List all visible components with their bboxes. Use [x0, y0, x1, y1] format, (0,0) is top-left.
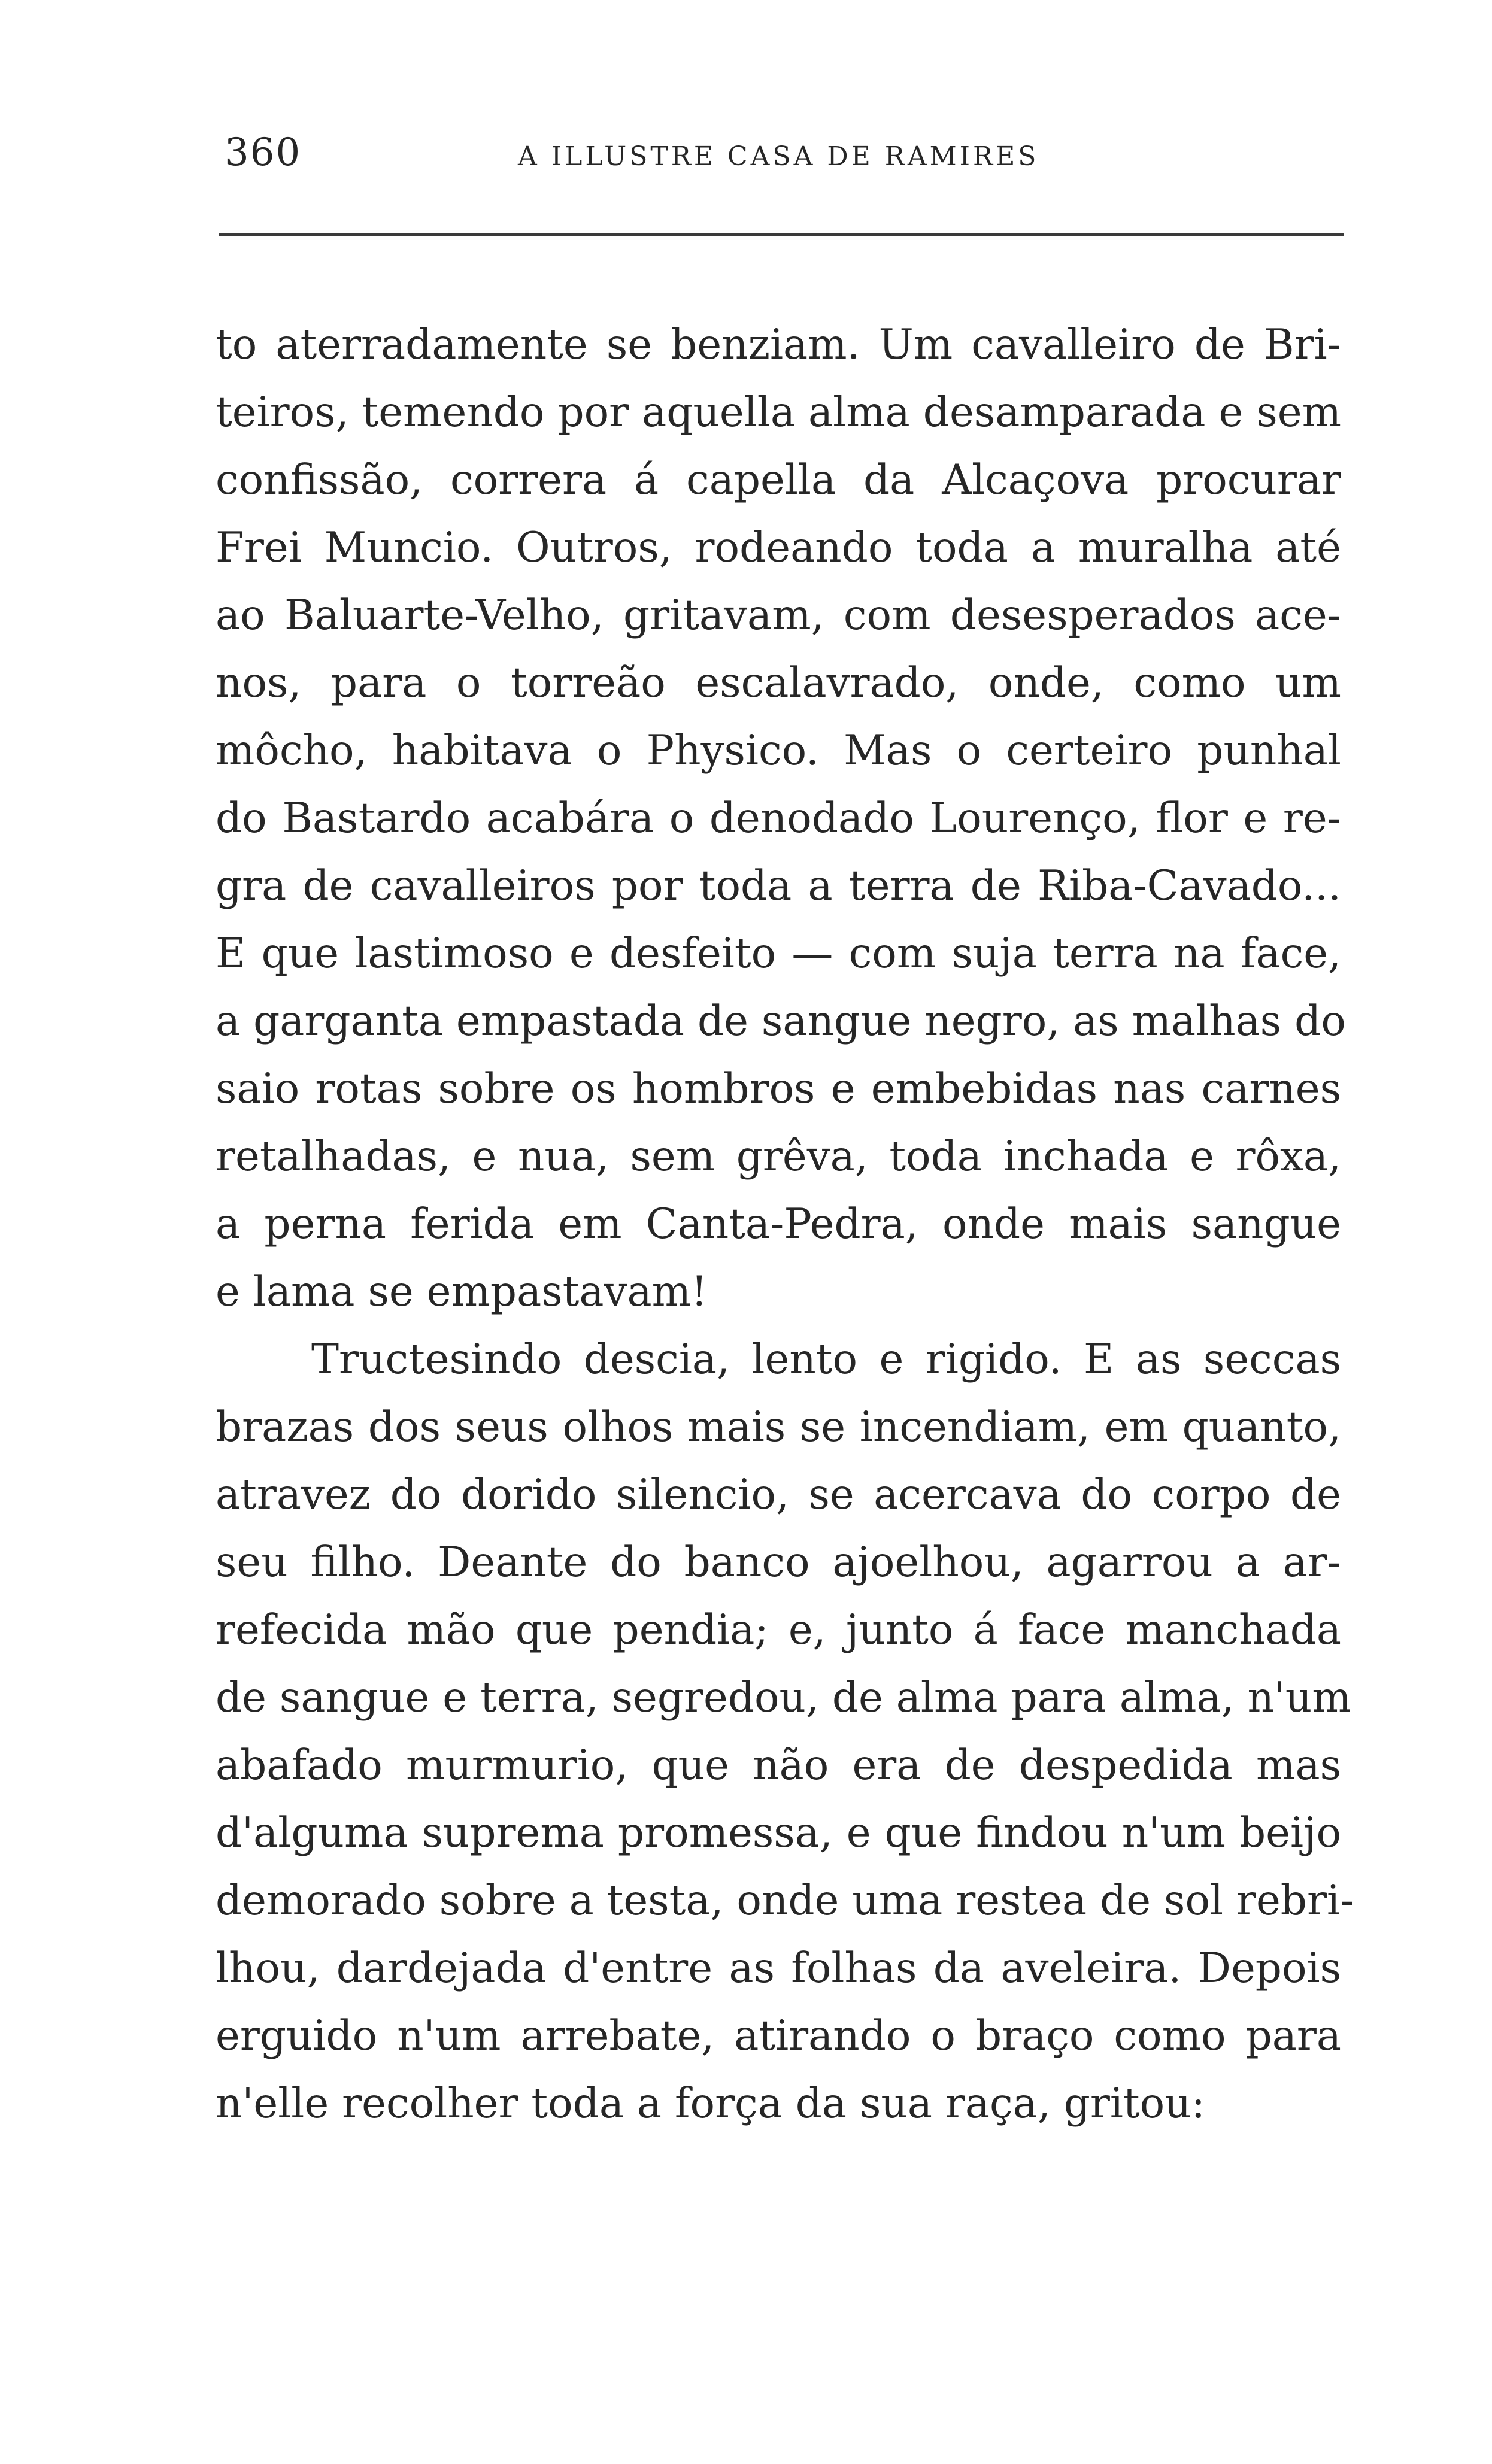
- header-rule: [219, 233, 1344, 236]
- text-line: abafado murmurio, que não era de despedida mas: [216, 1741, 1341, 1789]
- text-line: ao Baluarte-Velho, gritavam, com desesperados ace-: [216, 591, 1341, 639]
- text-line: lhou, dardejada d'entre as folhas da aveleira. Depois: [216, 1944, 1341, 1992]
- text-line: retalhadas, e nua, sem grêva, toda inchada e rôxa,: [216, 1133, 1341, 1181]
- text-line: E que lastimoso e desfeito — com suja terra na face,: [216, 930, 1341, 978]
- text-line: a garganta empastada de sangue negro, as malhas do: [216, 997, 1346, 1045]
- text-line: erguido n'um arrebate, atirando o braço como para: [216, 2012, 1341, 2060]
- paragraph-end-line: e lama se empastavam!: [216, 1268, 708, 1316]
- page-number: 360: [225, 131, 302, 175]
- text-line: atravez do dorido silencio, se acercava do corpo de: [216, 1471, 1341, 1519]
- text-line: môcho, habitava o Physico. Mas o certeiro punhal: [216, 727, 1341, 775]
- text-line: d'alguma suprema promessa, e que findou n'um beijo: [216, 1809, 1341, 1857]
- text-line: to aterradamente se benziam. Um cavalleiro de Bri-: [216, 321, 1341, 369]
- text-line: brazas dos seus olhos mais se incendiam, em quanto,: [216, 1403, 1341, 1451]
- text-line: demorado sobre a testa, onde uma restea de sol rebri-: [216, 1877, 1354, 1925]
- text-line: a perna ferida em Canta-Pedra, onde mais sangue: [216, 1200, 1341, 1248]
- body-text: [216, 311, 1354, 2138]
- text-line: n'elle recolher toda a força da sua raça, gritou:: [216, 2080, 1205, 2128]
- text-line: seu filho. Deante do banco ajoelhou, agarrou a ar-: [216, 1539, 1341, 1586]
- text-line: saio rotas sobre os hombros e embebidas nas carnes: [216, 1065, 1341, 1113]
- running-title: A ILLUSTRE CASA DE RAMIRES: [518, 141, 1039, 172]
- paragraph-start-line: Tructesindo descia, lento e rigido. E as seccas: [311, 1336, 1341, 1383]
- text-line: teiros, temendo por aquella alma desamparada e sem: [216, 389, 1341, 436]
- text-line: do Bastardo acabára o denodado Lourenço, flor e re-: [216, 794, 1341, 842]
- text-line: Frei Muncio. Outros, rodeando toda a muralha até: [216, 524, 1341, 572]
- text-line: confissão, correra á capella da Alcaçova procurar: [216, 456, 1341, 504]
- text-line: refecida mão que pendia; e, junto á face manchada: [216, 1606, 1341, 1654]
- page-header: [225, 131, 1338, 202]
- text-line: de sangue e terra, segredou, de alma para alma, n'um: [216, 1674, 1351, 1722]
- text-line: gra de cavalleiros por toda a terra de Riba-Cavado...: [216, 862, 1341, 910]
- text-line: nos, para o torreão escalavrado, onde, como um: [216, 659, 1341, 707]
